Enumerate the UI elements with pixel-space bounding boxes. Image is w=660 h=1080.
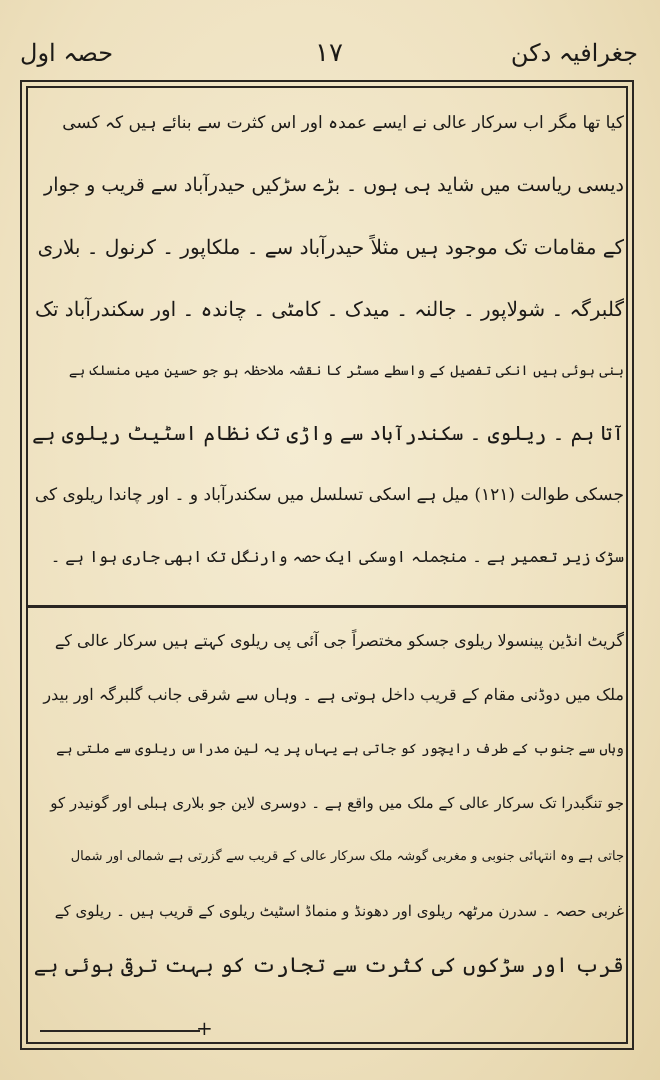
end-mark: +: [196, 1016, 213, 1040]
section-divider: [26, 605, 628, 608]
page-number: ۱۷: [315, 38, 343, 68]
text-line: جو تنگبدرا تک سرکار عالی کے ملک میں واقع ہے ۔ دوسری لاین جو بلاری ہبلی اور گونیدر کو: [50, 794, 624, 812]
text-line: وہاں سے جنوب کے طرف رایچور کو جاتی ہے یہاں پر یہ لین مدراس ریلوی سے ملتی ہے: [56, 741, 624, 757]
book-title: جغرافیہ دکن: [510, 39, 638, 67]
text-line: آتا ہم ۔ ریلوی ۔ سکندرآباد سے واڑی تک نظام اسٹیٹ ریلوی ہے: [32, 421, 624, 445]
text-line: دیسی ریاست میں شاید ہی ہوں ۔ بڑے سڑکیں حیدرآباد سے قریب و جوار: [44, 174, 624, 196]
text-line: قرب اور سڑکوں کی کثرت سے تجارت کو بہت ترقی ہوئی ہے: [33, 953, 624, 977]
text-line: بنی ہوئی ہیں انکی تفصیل کے واسطے مسٹر کا نقشہ ملاحظہ ہو جو حسین میں منسلک ہے: [68, 363, 624, 379]
text-line: سڑک زیر تعمیر ہے ۔ منجملہ اوسکی ایک حصہ وارنگل تک ابھی جاری ہوا ہے ۔: [50, 547, 624, 566]
text-line: گلبرگہ ۔ شولاپور ۔ جالنہ ۔ میدک ۔ کامٹی ۔ چاندہ ۔ اور سکندرآباد تک: [34, 297, 624, 321]
text-line: جسکی طوالت (۱۲۱) میل ہے اسکی تسلسل میں سکندرآباد و ۔ اور چاندا ریلوی کی: [34, 485, 624, 505]
end-rule: [40, 1030, 200, 1032]
text-line: کے مقامات تک موجود ہیں مثلاً حیدرآباد سے ۔ ملکاپور ۔ کرنول ۔ بلاری: [37, 235, 624, 259]
paragraph-railways: [32, 614, 624, 992]
paragraph-roads: [32, 92, 624, 588]
text-line: گریٹ انڈین پینسولا ریلوی جسکو مختصراً جی آئی پی ریلوی کہتے ہیں سرکار عالی کے: [54, 631, 624, 650]
text-line: غربی حصہ ۔ سدرن مرٹھہ ریلوی اور دھونڈ و منماڈ اسٹیٹ ریلوی کے قریب ہیں ۔ ریلوی کے: [54, 902, 624, 920]
text-line: جاتی ہے وہ انتہائی جنوبی و مغربی گوشہ ملک سرکار عالی کے قریب سے گزرتی ہے شمالی اور شمال: [70, 849, 624, 864]
part-title: حصہ اول: [20, 39, 114, 67]
text-line: کیا تھا مگر اب سرکار عالی نے ایسے عمدہ اور اس کثرت سے بنائے ہیں کہ کسی: [62, 113, 624, 133]
page-header: [20, 28, 638, 78]
text-line: ملک میں دوڈنی مقام کے قریب داخل ہوتی ہے ۔ وہاں سے شرقی جانب گلبرگہ اور بیدر: [43, 685, 624, 704]
